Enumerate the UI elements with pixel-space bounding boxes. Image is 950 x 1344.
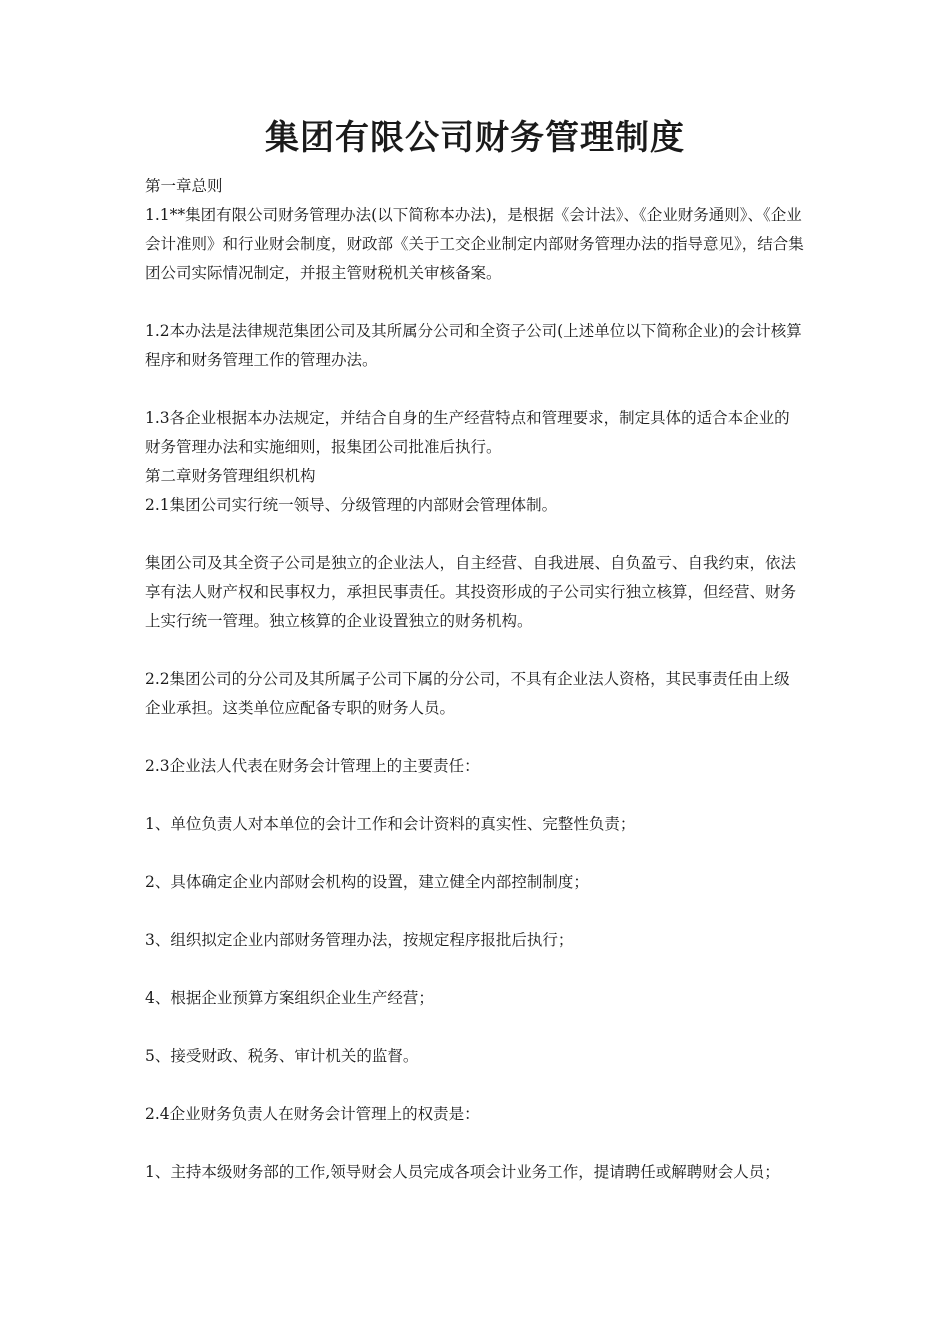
- paragraph-spacer: [145, 1071, 805, 1100]
- chapter-heading-2: 第二章财务管理组织机构: [145, 467, 316, 485]
- paragraph-2-4: 2.4企业财务负责人在财务会计管理上的权责是：: [145, 1105, 480, 1123]
- paragraph-spacer: [145, 636, 805, 665]
- paragraph-spacer: [145, 839, 805, 868]
- list-item-2-3-5: 5、接受财政、税务、审计机关的监督。: [145, 1047, 419, 1065]
- paragraph-spacer: [145, 723, 805, 752]
- list-item-2-3-2: 2、具体确定企业内部财会机构的设置，建立健全内部控制制度；: [145, 873, 589, 891]
- document-body: [145, 172, 805, 1187]
- paragraph-1-2: 1.2本办法是法律规范集团公司及其所属分公司和全资子公司(上述单位以下简称企业)的会计核算程序和财务管理工作的管理办法。: [145, 322, 802, 369]
- paragraph-spacer: [145, 288, 805, 317]
- paragraph-2-1: 2.1集团公司实行统一领导、分级管理的内部财会管理体制。: [145, 496, 558, 514]
- paragraph-spacer: [145, 1013, 805, 1042]
- document-title: 集团有限公司财务管理制度: [265, 118, 685, 158]
- list-item-2-3-1: 1、单位负责人对本单位的会计工作和会计资料的真实性、完整性负责；: [145, 815, 636, 833]
- list-item-2-4-1: 1、主持本级财务部的工作,领导财会人员完成各项会计业务工作，提请聘任或解聘财会人员；: [145, 1163, 780, 1181]
- paragraph-2-2: 2.2集团公司的分公司及其所属子公司下属的分公司，不具有企业法人资格，其民事责任由上级企业承担。这类单位应配备专职的财务人员。: [145, 670, 790, 717]
- paragraph-spacer: [145, 781, 805, 810]
- paragraph-spacer: [145, 375, 805, 404]
- paragraph-spacer: [145, 520, 805, 549]
- paragraph-2-1-detail: 集团公司及其全资子公司是独立的企业法人，自主经营、自我进展、自负盈亏、自我约束，依法享有法人财产权和民事权力，承担民事责任。其投资形成的子公司实行独立核算，但经营、财务上实行统一管理。独立核算的企业设置独立的财务机构。: [145, 554, 797, 630]
- paragraph-1-3: 1.3各企业根据本办法规定，并结合自身的生产经营特点和管理要求，制定具体的适合本企业的财务管理办法和实施细则，报集团公司批准后执行。: [145, 409, 790, 456]
- paragraph-spacer: [145, 1129, 805, 1158]
- list-item-2-3-4: 4、根据企业预算方案组织企业生产经营；: [145, 989, 434, 1007]
- list-item-2-3-3: 3、组织拟定企业内部财务管理办法，按规定程序报批后执行；: [145, 931, 574, 949]
- paragraph-spacer: [145, 955, 805, 984]
- paragraph-2-3: 2.3企业法人代表在财务会计管理上的主要责任：: [145, 757, 480, 775]
- paragraph-1-1: 1.1**集团有限公司财务管理办法(以下简称本办法)，是根据《会计法》、《企业财务通则》、《企业会计准则》和行业财会制度，财政部《关于工交企业制定内部财务管理办法的指导意见》，结合集团公司实际情况制定，并报主管财税机关审核备案。: [145, 206, 804, 282]
- paragraph-spacer: [145, 897, 805, 926]
- chapter-heading-1: 第一章总则: [145, 177, 223, 195]
